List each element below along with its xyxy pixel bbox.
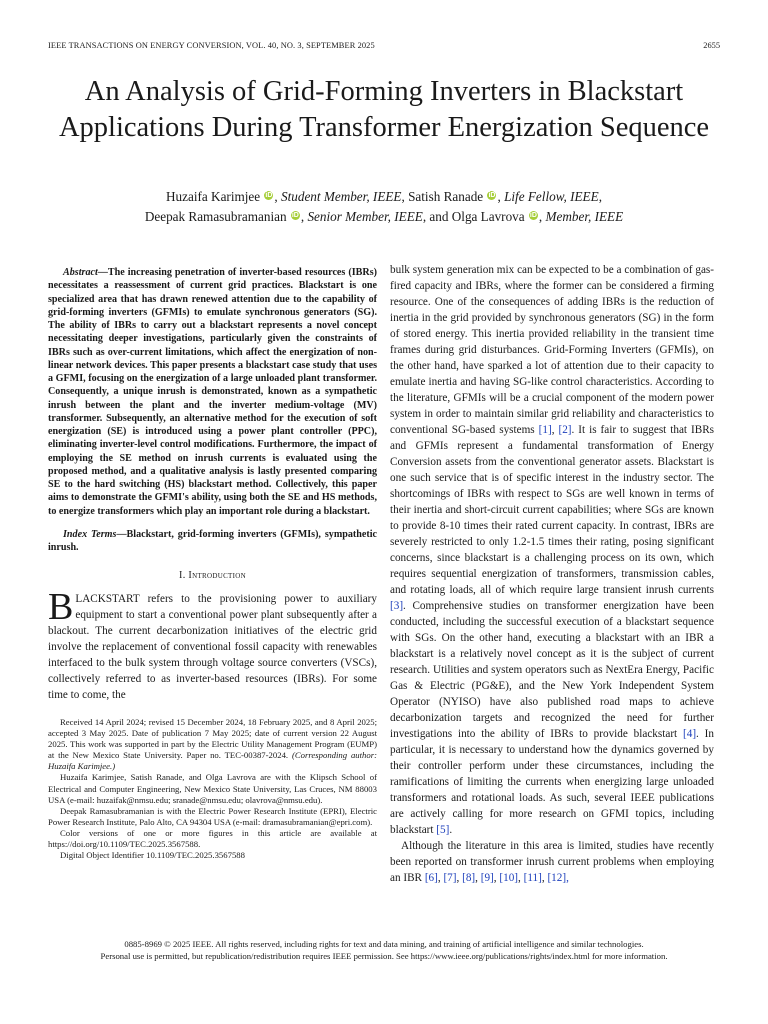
section-heading: [48, 570, 377, 581]
footnote-color-versions[interactable]: Color versions of one or more figures in this article are available at https://doi.org/10.1109/TEC.2025.3567588.: [48, 827, 377, 849]
body-paragraph: [390, 838, 714, 886]
author-name: Huzaifa Karimjee: [166, 189, 261, 204]
paper-title: An Analysis of Grid-Forming Inverters in Blackstart Applications During Transformer Energization Sequence: [58, 76, 710, 143]
orcid-icon[interactable]: iD: [529, 212, 537, 219]
citation-separator: ,: [456, 872, 463, 884]
intro-paragraph: [48, 586, 377, 703]
abstract: Abstract—The increasing penetration of inverter-based resources (IBRs) necessitates a reassessment of current grid practices. Blackstart is one specialized area that has drawn renewed attention due to the capability of grid-forming inverters (GFMIs) to emulate synchronous generators (SG). The ability of IBRs to carry out a blackstart represents a novel concept necessitating deeper investigations, particularly given the constraints of IBRs such as over-current limitations, which affect the energization of non-linear network devices. This paper presents a blackstart case study that uses a GFMI, focusing on the energization of a large unloaded plant transformer. Consequently, a unique inrush is demonstrated, known as a sympathetic inrush between the plant and the inverter medium-voltage (MV) transformer. Subsequently, an alternative method for the execution of soft energization (SE) is introduced using a power plant controller (PPC), eliminating inverter-level control modifications. Furthermore, the impact of employing the SE method on inrush currents is evaluated using the proposed method, and a qualitative analysis is lastly presented comparing SE to the hard switching (HS) blackstart method. Collectively, this paper aims to demonstrate the GFMI's ability, using both the SE and HS methods, to energize transformers which play an important role during a blackstart.: [48, 267, 377, 517]
citation-separator: ,: [566, 872, 569, 884]
author-name: Satish Ranade: [408, 189, 484, 204]
right-column: [390, 262, 714, 886]
citation-link[interactable]: [4]: [683, 728, 697, 740]
body-text: . It is fair to suggest that IBRs and GFMIs represent a fundamental transformation of Energy Conversion assets from the conventional generator assets. Blackstart is one such service that is of specific interest in the industry sector. The shortcomings of IBRs with respect to SGs are well known in terms of their inertia and short-circuit current capabilities; where SGs are known to provide 8-10 times their rated current capacity. In contrast, IBRs are severely restricted to only 1.2-1.5 times their rating, posing significant concerns, since blackstart is a challenging process on its own, which requires sequential energization of transformers, transmission cables, and rotating loads, all of which require large transient inrush currents: [390, 424, 715, 596]
author-membership: Life Fellow, IEEE: [504, 189, 599, 204]
citation-link[interactable]: [10]: [499, 872, 519, 884]
abstract-text: The increasing penetration of inverter-based resources (IBRs) necessitates a reassessment of current grid practices. Blackstart is one specialized area that has drawn renewed attention due to the capability of grid-forming inverters (GFMIs) to emulate synchronous generators (SG). The ability of IBRs to carry out a blackstart represents a novel concept necessitating deeper investigations, particularly given the constraints of IBRs such as over-current limitations, which affect the energization of non-linear network devices. This paper presents a blackstart case study that uses a GFMI, focusing on the energization of a large unloaded plant transformer. Consequently, a unique inrush is demonstrated, known as a sympathetic inrush between the plant and the inverter medium-voltage (MV) transformer. Subsequently, an alternative method for the execution of soft energization (SE) is introduced using a power plant controller (PPC), eliminating inverter-level control modifications. Furthermore, the impact of employing the SE method on inrush currents is evaluated using the proposed method, and a qualitative analysis is lastly presented comparing SE to the hard switching (HS) blackstart method. Collectively, this paper aims to demonstrate the GFMI's ability, using both the SE and HS methods, to energize transformers which play an important role during a blackstart.: [48, 267, 377, 517]
citation-link[interactable]: [7]: [443, 872, 457, 884]
left-column: [48, 266, 377, 861]
index-terms-label: Index Terms: [63, 528, 117, 540]
copyright-footer: [40, 938, 728, 962]
author-conjunction: and: [429, 209, 449, 224]
citation-separator: ,: [475, 872, 481, 884]
orcid-icon[interactable]: iD: [265, 192, 273, 199]
author-name: Olga Lavrova: [451, 209, 525, 224]
author-list: Huzaifa Karimjee iD , Student Member, IEEE, Satish Ranade iD , Life Fellow, IEEE, Deepak Ramasubramanian iD , Senior Member, IEEE, and Olga Lavrova iD , Member, IEEE: [144, 189, 624, 224]
citation-link[interactable]: [11]: [523, 872, 542, 884]
footnote-affiliation: Huzaifa Karimjee, Satish Ranade, and Olga Lavrova are with the Klipsch School of Electrical and Computer Engineering, New Mexico State University, Las Cruces, NM 88003 USA (e-mail: huzaifak@nmsu.edu; sranade@nmsu.edu; olavrova@nmsu.edu).: [48, 772, 377, 805]
citation-separator: ,: [518, 872, 524, 884]
citation-separator: ,: [541, 872, 548, 884]
citation-link[interactable]: [12]: [547, 872, 567, 884]
body-text: bulk system generation mix can be expected to be a combination of gas-fired capacity and IBRs, where the former can be considered a firming resource. One of the consequences of adding IBRs is the reduction of inertia in the grid provided by synchronous generators (SG) in the form of stored energy. This inertia provided reliability in the transient time frames during grid disturbances. Grid-Forming Inverters (GFMIs), on the other hand, have sparked a lot of attention due to their capacity to emulate inertia and having SG-like control characteristics. According to the literature, GFMIs will be a crucial component of the modern power system in order to maintain similar grid reliability and characteristics to conventional SG-based systems: [390, 264, 714, 436]
index-terms: Index Terms—Blackstart, grid-forming inverters (GFMIs), sympathetic inrush.: [48, 528, 377, 553]
footnote-text: Received 14 April 2024; revised 15 December 2024, 18 February 2025, and 8 April 2025; accepted 3 May 2025. Date of publication 7 May 2025; date of current version 22 August 2025. This work was supported in part by the Electric Utility Management Program (EUMP) at the New Mexico State University. Paper no. TEC-00387-2024.: [48, 717, 377, 761]
copyright-line: 0885-8969 © 2025 IEEE. All rights reserved, including rights for text and data mining, and training of artificial intelligence and similar technologies.: [124, 939, 644, 949]
page-number: 2655: [703, 41, 720, 50]
citation-separator: ,: [493, 872, 500, 884]
body-paragraph: [390, 262, 714, 838]
body-text: . In particular, it is necessary to understand how the dynamics governed by their controller perform under these circumstances, including the ramifications of limiting the currents when energizing large unloaded transformers and rotational loads. As such, several IEEE publications are actively calling for more research on GFMI topics, including blackstart: [390, 728, 714, 836]
author-name: Deepak Ramasubramanian: [144, 209, 287, 224]
author-membership: Student Member, IEEE: [281, 189, 402, 204]
intro-text: LACKSTART refers to the provisioning power to auxiliary equipment to start a conventional power plant subsequently after a blackout. The current decarbonization initiatives of the electric grid involve the replacement of conventional fossil capacity with renewables interfaced to the bulk system through voltage source converters (VSCs), collectively referred to as inverter-based resources (IBRs). For some time to come, the: [48, 593, 377, 702]
section-title: Introduction: [188, 570, 246, 582]
footnote-received: [48, 717, 377, 772]
footnote-affiliation: Deepak Ramasubramanian is with the Electric Power Research Institute (EPRI), Electric Power Research Institute, Palo Alto, CA 94304 USA (e-mail: dramasubramanian@epri.com).: [48, 805, 377, 827]
citation-link[interactable]: [9]: [480, 872, 494, 884]
citation-link[interactable]: [3]: [390, 600, 404, 612]
citation-separator: ,: [437, 872, 444, 884]
citation-link[interactable]: [6]: [424, 872, 438, 884]
citation-link[interactable]: [1]: [538, 424, 552, 436]
orcid-icon[interactable]: iD: [488, 192, 496, 199]
permission-line[interactable]: Personal use is permitted, but republication/redistribution requires IEEE permission. See https://www.ieee.org/publications/rights/index.html for more information.: [100, 951, 668, 961]
orcid-icon[interactable]: iD: [291, 212, 299, 219]
drop-cap: B: [48, 586, 74, 629]
footnote-doi: Digital Object Identifier 10.1109/TEC.2025.3567588: [60, 849, 245, 860]
body-text: .: [449, 824, 453, 836]
author-membership: Member, IEEE: [545, 209, 624, 224]
abstract-label: Abstract: [63, 267, 98, 278]
body-text: Although the literature in this area is limited, studies have recently been reported on transformer inrush current problems when employing an IBR: [390, 840, 714, 884]
footnotes: [48, 717, 377, 861]
body-text: . Comprehensive studies on transformer energization have been conducted, including the successful execution of a blackstart sequence with SGs. On the other hand, executing a blackstart with an IBR a blackstart is a relatively novel concept as it is the subject of current research. Utilities and system operators such as NextEra Energy, Pacific Gas & Electric (PG&E), and the New York Independent System Operator (NYISO) have also published road maps to achieve decarbonization targets and recognized the need for further investigations into the ability of IBRs to provide blackstart: [390, 600, 714, 740]
citation-link[interactable]: [2]: [558, 424, 572, 436]
author-membership: Senior Member, IEEE: [307, 209, 423, 224]
index-terms-text: Blackstart, grid-forming inverters (GFMIs), sympathetic inrush.: [48, 528, 377, 553]
section-numeral: I.: [179, 570, 186, 582]
journal-header: IEEE TRANSACTIONS ON ENERGY CONVERSION, VOL. 40, NO. 3, SEPTEMBER 2025: [48, 41, 375, 50]
citation-link[interactable]: [8]: [462, 872, 476, 884]
corresponding-author: (Corresponding author: Huzaifa Karimjee.): [48, 750, 378, 772]
citation-separator: ,: [551, 424, 559, 436]
citation-link[interactable]: [5]: [436, 824, 450, 836]
